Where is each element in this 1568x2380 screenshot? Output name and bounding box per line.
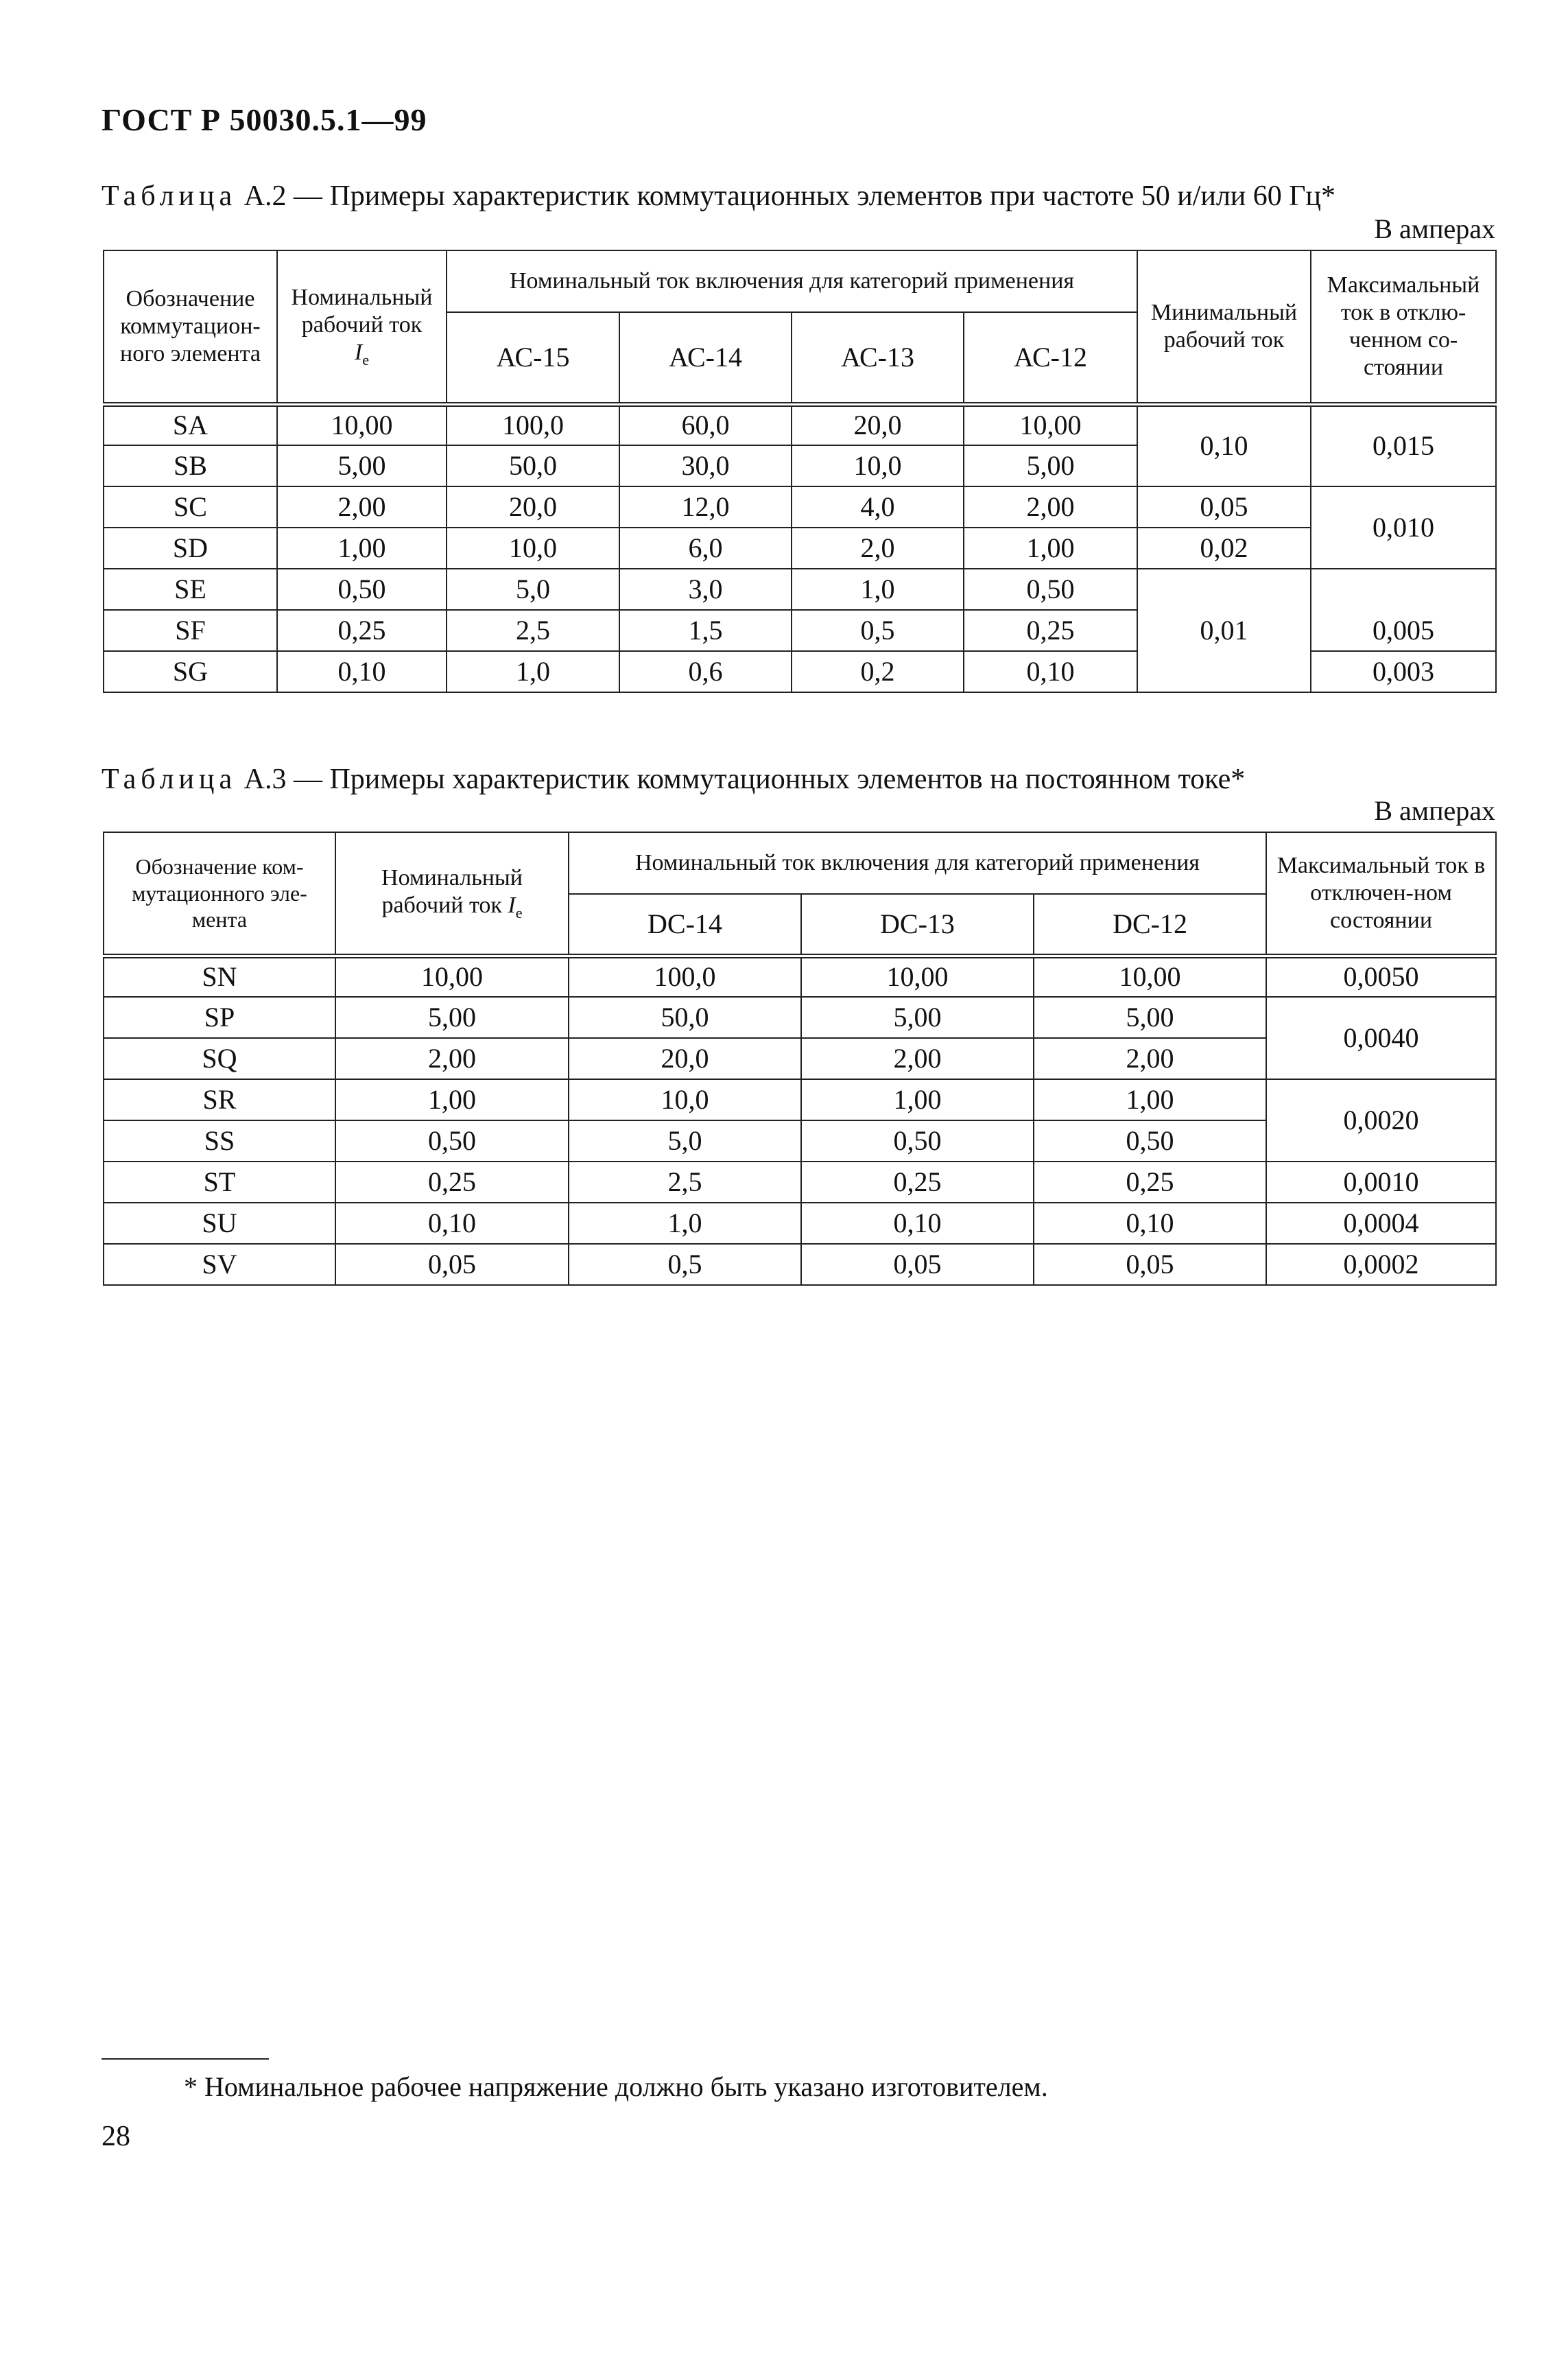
rated-current-cell: 0,25 bbox=[335, 1162, 569, 1203]
dc13-cell: 1,00 bbox=[801, 1079, 1034, 1120]
ac15-cell: 100,0 bbox=[447, 404, 619, 445]
dc14-cell: 0,5 bbox=[569, 1244, 801, 1285]
table-a3-title: А.3 — Примеры характеристик коммутационных элементов на постоянном токе* bbox=[243, 764, 1246, 795]
table-a2-units: В амперах bbox=[1374, 213, 1495, 244]
ac12-cell: 0,10 bbox=[964, 651, 1137, 692]
designation-cell: SS bbox=[104, 1120, 335, 1162]
max-off-cell: 0,0010 bbox=[1266, 1162, 1496, 1203]
category-dc14: DC-14 bbox=[569, 894, 801, 956]
table-a3 bbox=[103, 832, 1497, 1286]
ac13-cell: 4,0 bbox=[792, 486, 964, 528]
rated-current-cell: 0,10 bbox=[277, 651, 447, 692]
rated-current-cell: 2,00 bbox=[277, 486, 447, 528]
dc13-cell: 0,50 bbox=[801, 1120, 1034, 1162]
header-making-current: Номинальный ток включения для категорий применения bbox=[569, 832, 1266, 894]
designation-cell: SV bbox=[104, 1244, 335, 1285]
dc12-cell: 10,00 bbox=[1034, 956, 1266, 997]
designation-cell: SE bbox=[104, 569, 277, 610]
min-current-cell: 0,01 bbox=[1137, 569, 1311, 692]
max-off-cell: 0,010 bbox=[1311, 486, 1496, 569]
table-a3-label: Таблица bbox=[102, 764, 237, 795]
dc14-cell: 2,5 bbox=[569, 1162, 801, 1203]
designation-cell: SC bbox=[104, 486, 277, 528]
max-off-blank-cell bbox=[1311, 569, 1496, 610]
header-rated-current bbox=[277, 250, 447, 404]
header-rated-current bbox=[335, 832, 569, 956]
table-row bbox=[104, 528, 1496, 569]
rated-current-cell: 0,50 bbox=[277, 569, 447, 610]
header-max-off-current: Максимальный ток в отклю-ченном со-стоянии bbox=[1311, 250, 1496, 404]
ac15-cell: 2,5 bbox=[447, 610, 619, 651]
designation-cell: SU bbox=[104, 1203, 335, 1244]
table-row bbox=[104, 1079, 1496, 1120]
ac15-cell: 50,0 bbox=[447, 445, 619, 486]
footnote: * Номинальное рабочее напряжение должно быть указано изготовителем. bbox=[184, 2071, 1048, 2102]
document-code: ГОСТ Р 50030.5.1—99 bbox=[102, 102, 427, 137]
dc12-cell: 5,00 bbox=[1034, 997, 1266, 1038]
dc13-cell: 2,00 bbox=[801, 1038, 1034, 1079]
table-row bbox=[104, 404, 1496, 445]
ac15-cell: 1,0 bbox=[447, 651, 619, 692]
dc14-cell: 100,0 bbox=[569, 956, 801, 997]
rated-current-cell: 1,00 bbox=[277, 528, 447, 569]
ac15-cell: 10,0 bbox=[447, 528, 619, 569]
designation-cell: SD bbox=[104, 528, 277, 569]
rated-current-cell: 0,50 bbox=[335, 1120, 569, 1162]
dc14-cell: 5,0 bbox=[569, 1120, 801, 1162]
table-a3-caption bbox=[102, 763, 1245, 796]
table-a2-caption bbox=[102, 180, 1335, 213]
dc13-cell: 0,10 bbox=[801, 1203, 1034, 1244]
rated-current-symbol: I bbox=[508, 892, 516, 918]
ac12-cell: 1,00 bbox=[964, 528, 1137, 569]
ac13-cell: 10,0 bbox=[792, 445, 964, 486]
page-number: 28 bbox=[102, 2121, 130, 2152]
table-row bbox=[104, 1244, 1496, 1285]
category-ac13: АС-13 bbox=[792, 312, 964, 404]
header-min-current: Минимальный рабочий ток bbox=[1137, 250, 1311, 404]
ac14-cell: 0,6 bbox=[619, 651, 792, 692]
table-row bbox=[104, 956, 1496, 997]
table-row bbox=[104, 1162, 1496, 1203]
min-current-cell: 0,10 bbox=[1137, 404, 1311, 486]
ac14-cell: 30,0 bbox=[619, 445, 792, 486]
ac13-cell: 0,5 bbox=[792, 610, 964, 651]
designation-cell: ST bbox=[104, 1162, 335, 1203]
table-a2-title: А.2 — Примеры характеристик коммутационных элементов при частоте 50 и/или 60 Гц* bbox=[243, 180, 1336, 212]
designation-cell: SN bbox=[104, 956, 335, 997]
rated-current-cell: 0,10 bbox=[335, 1203, 569, 1244]
header-max-off-current: Максимальный ток в отключен-ном состоянии bbox=[1266, 832, 1496, 956]
ac14-cell: 3,0 bbox=[619, 569, 792, 610]
designation-cell: SG bbox=[104, 651, 277, 692]
designation-cell: SQ bbox=[104, 1038, 335, 1079]
dc13-cell: 10,00 bbox=[801, 956, 1034, 997]
dc12-cell: 0,05 bbox=[1034, 1244, 1266, 1285]
dc13-cell: 0,05 bbox=[801, 1244, 1034, 1285]
ac13-cell: 2,0 bbox=[792, 528, 964, 569]
rated-current-subscript: e bbox=[362, 351, 370, 368]
rated-current-cell: 0,25 bbox=[277, 610, 447, 651]
ac12-cell: 5,00 bbox=[964, 445, 1137, 486]
category-ac15: АС-15 bbox=[447, 312, 619, 404]
max-off-cell: 0,0040 bbox=[1266, 997, 1496, 1079]
designation-cell: SR bbox=[104, 1079, 335, 1120]
header-rated-current-text: Номинальный рабочий ток bbox=[381, 864, 523, 918]
category-ac14: АС-14 bbox=[619, 312, 792, 404]
ac13-cell: 0,2 bbox=[792, 651, 964, 692]
rated-current-subscript: e bbox=[515, 904, 523, 921]
ac12-cell: 0,25 bbox=[964, 610, 1137, 651]
dc14-cell: 20,0 bbox=[569, 1038, 801, 1079]
table-a2-label: Таблица bbox=[102, 180, 237, 212]
ac12-cell: 0,50 bbox=[964, 569, 1137, 610]
ac14-cell: 60,0 bbox=[619, 404, 792, 445]
category-dc12: DC-12 bbox=[1034, 894, 1266, 956]
max-off-cell: 0,0002 bbox=[1266, 1244, 1496, 1285]
rated-current-cell: 1,00 bbox=[335, 1079, 569, 1120]
ac14-cell: 12,0 bbox=[619, 486, 792, 528]
rated-current-cell: 5,00 bbox=[335, 997, 569, 1038]
table-row bbox=[104, 486, 1496, 528]
ac14-cell: 6,0 bbox=[619, 528, 792, 569]
min-current-cell: 0,05 bbox=[1137, 486, 1311, 528]
max-off-cell: 0,015 bbox=[1311, 404, 1496, 486]
table-row bbox=[104, 997, 1496, 1038]
ac13-cell: 20,0 bbox=[792, 404, 964, 445]
category-ac12: АС-12 bbox=[964, 312, 1137, 404]
footnote-divider bbox=[102, 2058, 269, 2060]
max-off-cell: 0,005 bbox=[1311, 610, 1496, 651]
table-a2-header-row bbox=[104, 250, 1496, 312]
header-designation: Обозначение коммутацион-ного элемента bbox=[104, 250, 277, 404]
dc14-cell: 50,0 bbox=[569, 997, 801, 1038]
table-a3-header-row bbox=[104, 832, 1496, 894]
table-row bbox=[104, 569, 1496, 610]
rated-current-cell: 5,00 bbox=[277, 445, 447, 486]
ac14-cell: 1,5 bbox=[619, 610, 792, 651]
max-off-cell: 0,003 bbox=[1311, 651, 1496, 692]
rated-current-cell: 0,05 bbox=[335, 1244, 569, 1285]
max-off-cell: 0,0004 bbox=[1266, 1203, 1496, 1244]
table-a3-units: В амперах bbox=[1374, 795, 1495, 826]
max-off-cell: 0,0020 bbox=[1266, 1079, 1496, 1162]
ac15-cell: 5,0 bbox=[447, 569, 619, 610]
table-row bbox=[104, 1203, 1496, 1244]
header-designation: Обозначение ком-мутационного эле-мента bbox=[104, 832, 335, 956]
designation-cell: SA bbox=[104, 404, 277, 445]
rated-current-cell: 10,00 bbox=[277, 404, 447, 445]
ac12-cell: 2,00 bbox=[964, 486, 1137, 528]
designation-cell: SF bbox=[104, 610, 277, 651]
header-making-current: Номинальный ток включения для категорий применения bbox=[447, 250, 1137, 312]
rated-current-cell: 2,00 bbox=[335, 1038, 569, 1079]
max-off-cell: 0,0050 bbox=[1266, 956, 1496, 997]
dc13-cell: 0,25 bbox=[801, 1162, 1034, 1203]
min-current-cell: 0,02 bbox=[1137, 528, 1311, 569]
rated-current-symbol: I bbox=[354, 339, 363, 365]
dc14-cell: 1,0 bbox=[569, 1203, 801, 1244]
rated-current-cell: 10,00 bbox=[335, 956, 569, 997]
ac12-cell: 10,00 bbox=[964, 404, 1137, 445]
table-a2 bbox=[103, 250, 1497, 693]
ac15-cell: 20,0 bbox=[447, 486, 619, 528]
category-dc13: DC-13 bbox=[801, 894, 1034, 956]
dc12-cell: 1,00 bbox=[1034, 1079, 1266, 1120]
dc12-cell: 0,10 bbox=[1034, 1203, 1266, 1244]
ac13-cell: 1,0 bbox=[792, 569, 964, 610]
header-rated-current-text: Номинальный рабочий ток bbox=[291, 284, 433, 338]
designation-cell: SB bbox=[104, 445, 277, 486]
designation-cell: SP bbox=[104, 997, 335, 1038]
dc12-cell: 0,50 bbox=[1034, 1120, 1266, 1162]
dc14-cell: 10,0 bbox=[569, 1079, 801, 1120]
dc12-cell: 0,25 bbox=[1034, 1162, 1266, 1203]
dc12-cell: 2,00 bbox=[1034, 1038, 1266, 1079]
dc13-cell: 5,00 bbox=[801, 997, 1034, 1038]
